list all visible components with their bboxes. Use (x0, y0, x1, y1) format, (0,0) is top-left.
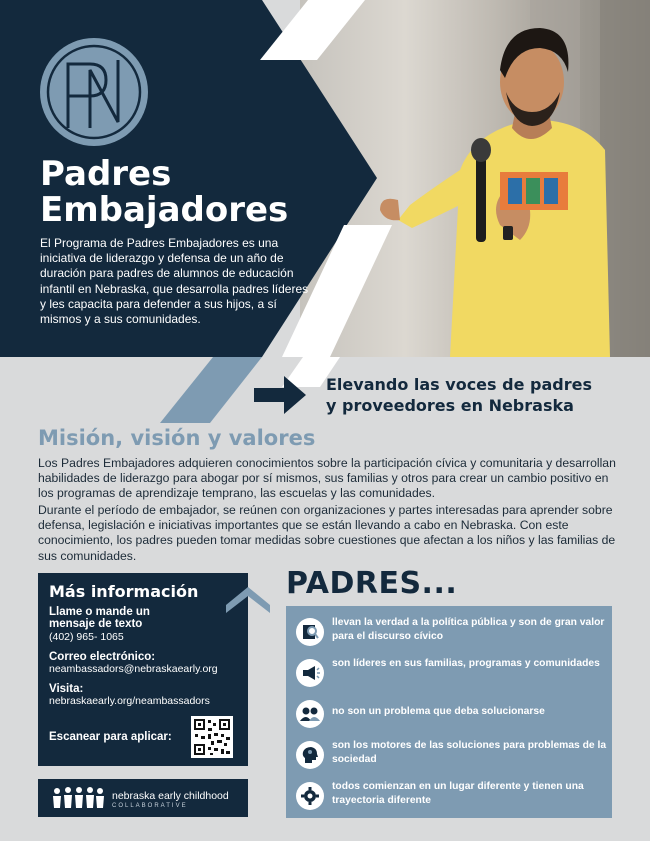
mission-paragraph-1: Los Padres Embajadores adquieren conocimientos sobre la participación cívica y comunitaria y desarrollan habilidades de liderazgo para abogar por sí mismos, sus familias y otros para crear un cambio positivo en los programas de aprendizaje temprano, las escuelas y las comunidades. (38, 456, 616, 501)
email-label: Correo electrónico: (49, 651, 156, 663)
slogan-line2: y proveedores en Nebraska (326, 396, 574, 415)
slogan-line1: Elevando las voces de padres (326, 375, 592, 394)
padres-item-4 (296, 739, 606, 771)
necc-logo-bar (38, 779, 248, 817)
arrow-right-icon (254, 376, 306, 414)
more-info-title: Más información (49, 582, 199, 601)
people-logo-icon (52, 786, 104, 810)
org-subtitle: COLLABORATIVE (112, 803, 188, 809)
hero-title-line1: Padres (40, 154, 172, 194)
padres-item-text: son los motores de las soluciones para problemas de la sociedad (332, 740, 607, 765)
hero-description: El Programa de Padres Embajadores es una iniciativa de liderazgo y defensa de un año de duración para padres de alumnos de educación infantil en Nebraska, que desarrolla padres líderes y les capacita para defender a sus hijos, a sí mismos y a sus comunidades. (40, 236, 309, 327)
padres-item-text: son líderes en sus familias, programas y comunidades (332, 658, 600, 669)
visit-label: Visita: (49, 683, 84, 695)
phone-number[interactable]: (402) 965- 1065 (49, 631, 124, 643)
more-info-box (38, 573, 248, 766)
padres-item-5 (296, 780, 606, 812)
org-name: nebraska early childhood (112, 790, 229, 802)
hero-title-line2: Embajadores (40, 190, 289, 230)
hero-section (0, 0, 650, 357)
padres-item-text: todos comienzan en un lugar diferente y tienen una trayectoria diferente (332, 781, 584, 806)
website-link[interactable]: nebraskaearly.org/neambassadors (49, 695, 210, 707)
padres-item-2 (296, 657, 606, 689)
search-document-icon (296, 618, 324, 646)
megaphone-icon (296, 659, 324, 687)
mission-title: Misión, visión y valores (38, 426, 316, 450)
email-address[interactable]: neambassadors@nebraskaearly.org (49, 663, 218, 675)
padres-item-3 (296, 698, 606, 730)
gear-path-icon (296, 782, 324, 810)
slogan (326, 374, 636, 416)
padres-item-text: no son un problema que deba solucionarse (332, 706, 545, 717)
qr-code[interactable] (191, 716, 233, 758)
hero-title (40, 156, 340, 228)
call-label: Llame o mande un mensaje de texto (49, 606, 150, 630)
padres-embajadores-logo (38, 36, 150, 148)
scan-label: Escanear para aplicar: (49, 731, 172, 743)
head-ideas-icon (296, 741, 324, 769)
padres-item-text: llevan la verdad a la política pública y son de gran valor para el discurso cívico (332, 617, 605, 642)
padres-item-1 (296, 616, 606, 648)
mission-paragraph-2: Durante el período de embajador, se reúnen con organizaciones y partes interesadas para aprender sobre defensa, legislación e iniciativas importantes que se están llevando a cabo en Nebraska. Con este conocimiento, los padres pueden tomar medidas sobre cuestiones que afectan a los niños y las familias de sus comunidades. (38, 503, 616, 563)
people-icon (296, 700, 324, 728)
padres-title: PADRES... (286, 566, 458, 601)
chevron-up-icon (226, 583, 270, 613)
padres-list-box (286, 606, 612, 818)
